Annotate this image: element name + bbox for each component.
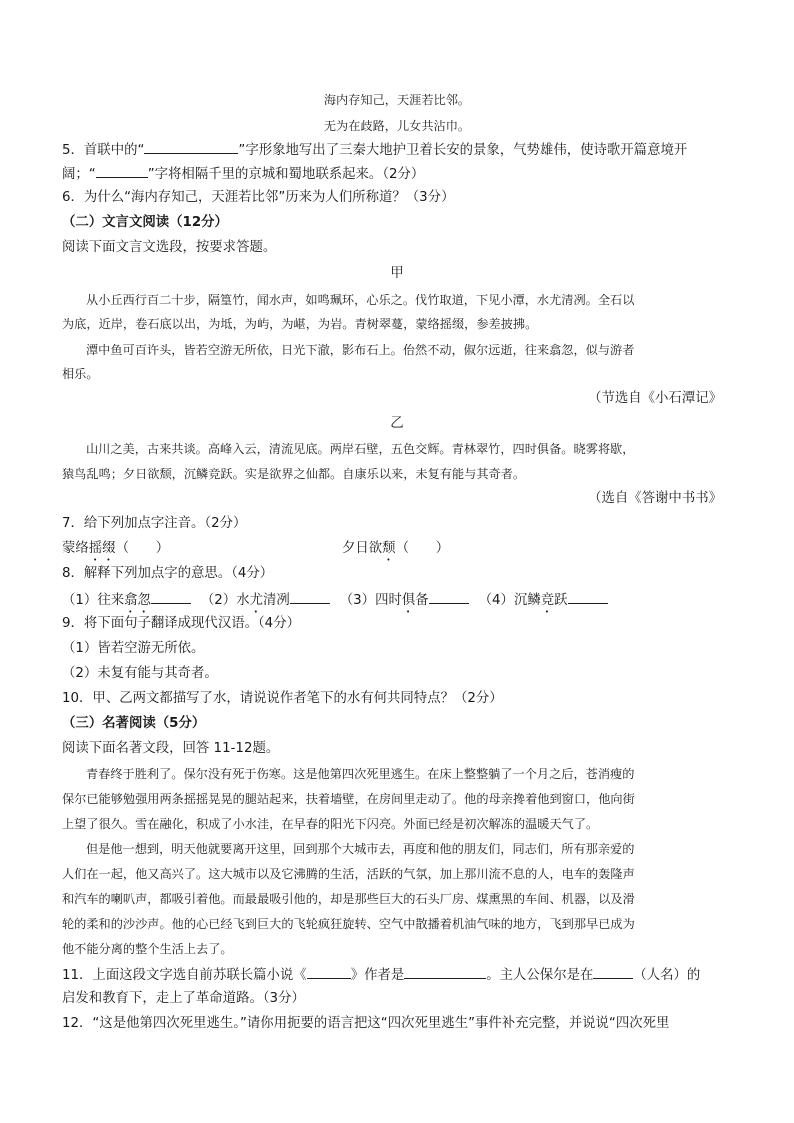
- q7-item2-pre: 夕日欲: [342, 541, 383, 556]
- passage-jia-p1-line-2: 为底，近岸，卷石底以出，为坻，为屿，为嵁，为岩。青树翠蔓，蒙络摇缀，参差披拂。: [62, 317, 538, 331]
- q8-answer-blank-3[interactable]: [429, 589, 469, 604]
- q7-item1-answer[interactable]: （ ）: [115, 541, 170, 556]
- passage-yi-heading: 乙: [390, 416, 404, 431]
- excerpt-p1-line-2: 保尔已能够勉强用两条摇摇晃晃的腿站起来，扶着墙壁，在房间里走动了。他的母亲搀着他到窗口，他向街: [62, 792, 635, 806]
- poem-line-2: 无为在歧路，儿女共沾巾。: [323, 119, 471, 133]
- q8-answer-blank-1[interactable]: [151, 589, 191, 604]
- passage-jia-p2-line-2: 相乐。: [62, 367, 99, 381]
- passage-yi-line-1: 山川之美，古来共谈。高峰入云，清流见底。两岸石壁，五色交辉。青林翠竹，四时俱备。晓雾将歇，: [86, 442, 635, 456]
- section-2-title: （二）文言文阅读（12分）: [62, 215, 228, 230]
- q8-item-4: （4）沉鳞竞跃: [479, 593, 608, 608]
- q11-mid2: 。主人公保尔是在: [486, 968, 594, 983]
- q5-line2-prefix: 阔；“: [62, 167, 96, 182]
- question-9-item-1: （1）皆若空游无所依。: [62, 641, 205, 656]
- excerpt-p2-line-3: 和汽车的喇叭声，都吸引着他。而最最吸引他的，却是那些巨大的石头厂房、煤熏黑的车间、机器，以及滑: [62, 892, 635, 906]
- passage-jia-p2-line-1: 潭中鱼可百许头，皆若空游无所依，日光下澈，影布石上。佁然不动，俶尔远逝，往来翕忽，似与游者: [86, 343, 635, 357]
- question-11-line-2: 启发和教育下，走上了革命道路。（3分）: [62, 991, 305, 1006]
- q11-prefix: 11．上面这段文字选自前苏联长篇小说《: [62, 968, 307, 983]
- q11-mid1: 》作者是: [350, 968, 405, 983]
- passage-yi-source: （选自《答谢中书书》: [588, 491, 722, 506]
- question-12: 12．“这是他第四次死里逃生。”请你用扼要的语言把这“四次死里逃生”事件补充完整，并说说“四次死里: [62, 1016, 670, 1031]
- question-6: 6．为什么“海内存知己，天涯若比邻”历来为人们所称道？（3分）: [62, 190, 455, 205]
- q8-answer-blank-4[interactable]: [568, 589, 608, 604]
- question-5-line-2: [62, 163, 424, 185]
- q8-answer-blank-2[interactable]: [290, 589, 330, 604]
- q7-item2-answer[interactable]: （ ）: [395, 541, 450, 556]
- q7-item1-dotted: 摇缀: [88, 541, 116, 556]
- section-3-title: （三）名著阅读（5分）: [62, 716, 206, 731]
- question-8-title: 8．解释下列加点字的意思。（4分）: [62, 566, 274, 581]
- passage-jia-p1-line-1: 从小丘西行百二十步，隔篁竹，闻水声，如鸣珮环，心乐之。伐竹取道，下见小潭，水尤清冽。全石以: [86, 293, 635, 307]
- question-10: 10．甲、乙两文都描写了水，请说说作者笔下的水有何共同特点？（2分）: [62, 691, 503, 706]
- question-7-item-2: [342, 539, 449, 564]
- excerpt-p1-line-3: 上望了很久。雪在融化，积成了小水洼，在早春的阳光下闪亮。外面已经是初次解冻的温暖天气了。: [62, 817, 599, 831]
- question-7-item-1: [62, 539, 169, 564]
- question-9-title: 9．将下面句子翻译成现代汉语。（4分）: [62, 616, 300, 631]
- q5-prefix: 5．首联中的“: [62, 143, 145, 158]
- q7-item2-dotted: 颓: [382, 541, 396, 556]
- poem-line-1: 海内存知己，天涯若比邻。: [323, 93, 471, 107]
- question-5-line-1: [62, 139, 687, 161]
- q11-answer-blank-person[interactable]: [593, 964, 633, 979]
- excerpt-p2-line-2: 人们在一起，他又高兴了。这大城市以及它沸腾的生活，活跃的气氛，加上那川流不息的人，电车的轰隆声: [62, 867, 635, 881]
- question-11-line-1: [62, 964, 700, 986]
- q5-line2-suffix: ”字将相隔千里的京城和蜀地联系起来。（2分）: [147, 167, 425, 182]
- q8-item-3: （3）四时俱备: [340, 593, 469, 608]
- section-3-instruction: 阅读下面名著文段，回答 11-12题。: [62, 741, 280, 756]
- excerpt-p2-line-4: 轮的柔和的沙沙声。他的心已经飞到巨大的飞轮疯狂旋转、空气中散播着机油气味的地方，飞到那早已成为: [62, 917, 635, 931]
- q5-answer-blank-1[interactable]: [144, 139, 238, 154]
- q7-item1-pre: 蒙络: [62, 541, 89, 556]
- excerpt-p2-line-1: 但是他一想到，明天他就要离开这里，回到那个大城市去，再度和他的朋友们，同志们，所有那亲爱的: [86, 842, 635, 856]
- question-8-items: [62, 589, 608, 616]
- q11-answer-blank-author[interactable]: [404, 964, 486, 979]
- excerpt-p1-line-1: 青春终于胜利了。保尔没有死于伤寒。这是他第四次死里逃生。在床上整整躺了一个月之后，苍消瘦的: [86, 767, 635, 781]
- q8-item-2: （2）水尤清冽: [201, 593, 330, 608]
- question-9-item-2: （2）未复有能与其奇者。: [62, 666, 218, 681]
- passage-jia-heading: 甲: [390, 266, 404, 281]
- excerpt-p2-line-5: 他不能分离的整个生活上去了。: [62, 942, 233, 956]
- passage-jia-source: （节选自《小石潭记》: [588, 391, 722, 406]
- question-7-title: 7．给下列加点字注音。（2分）: [62, 516, 247, 531]
- q8-item-1: （1）往来翕忽: [62, 593, 191, 608]
- q11-suffix: （人名）的: [633, 968, 701, 983]
- q5-answer-blank-2[interactable]: [96, 163, 148, 178]
- passage-yi-line-2: 猿鸟乱鸣；夕日欲颓，沉鳞竞跃。实是欲界之仙都。自康乐以来，未复有能与其奇者。: [62, 467, 526, 481]
- q5-mid: ”字形象地写出了三秦大地护卫着长安的景象，气势雄伟，使诗歌开篇意境开: [238, 143, 688, 158]
- section-2-instruction: 阅读下面文言文选段，按要求答题。: [62, 240, 277, 255]
- q11-answer-blank-title[interactable]: [307, 964, 351, 979]
